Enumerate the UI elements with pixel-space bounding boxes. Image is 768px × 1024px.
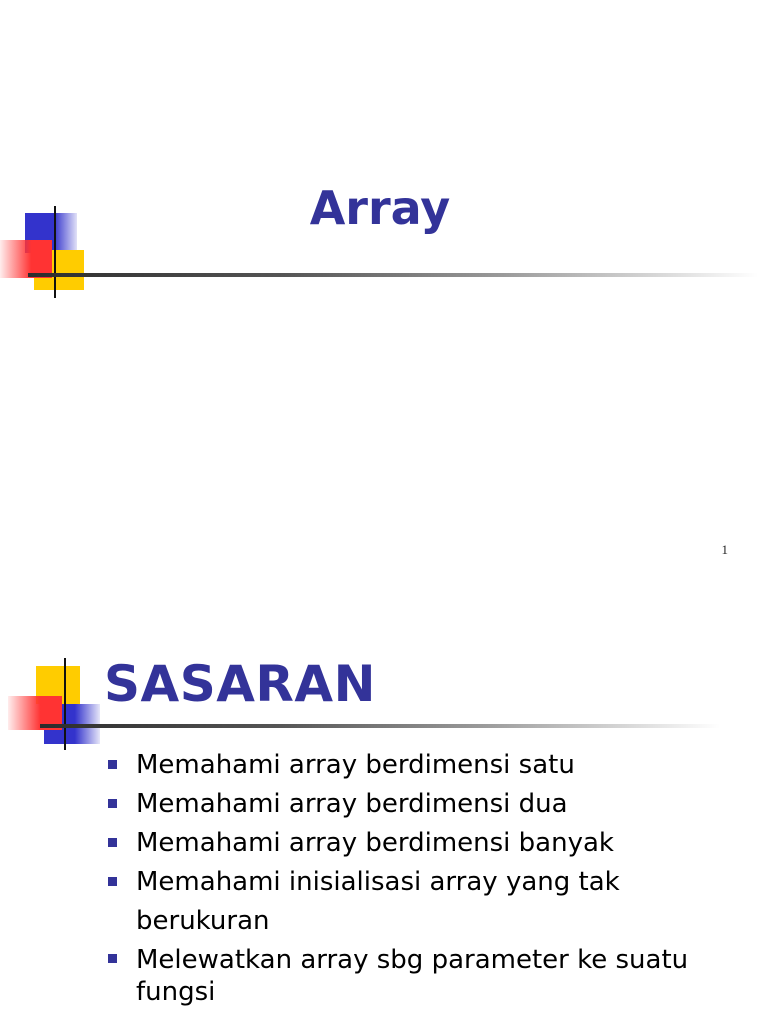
slide-title: Array [309, 181, 451, 235]
list-item-text: Memahami array berdimensi satu [136, 750, 575, 780]
corner-decoration [0, 656, 110, 756]
square-bullet-icon [108, 799, 117, 808]
list-item [108, 824, 728, 863]
list-item-text: Memahami array berdimensi dua [136, 789, 568, 819]
list-item [108, 941, 728, 1008]
bullet-list [108, 746, 728, 1008]
square-bullet-icon [108, 954, 117, 963]
list-item-text: Memahami array berdimensi banyak [136, 828, 614, 858]
slide-title: SASARAN [104, 655, 376, 713]
title-underline [40, 724, 720, 728]
square-bullet-icon [108, 877, 117, 886]
slide-2 [0, 600, 768, 1024]
page-number: 1 [721, 542, 728, 557]
square-bullet-icon [108, 760, 117, 769]
list-item-text: Memahami inisialisasi array yang tak berukuran [136, 867, 620, 936]
square-bullet-icon [108, 838, 117, 847]
list-item [108, 746, 728, 785]
title-underline [28, 273, 758, 277]
list-item-text: Melewatkan array sbg parameter ke suatu fungsi [136, 945, 689, 1007]
list-item [108, 785, 728, 824]
list-item [108, 863, 728, 941]
